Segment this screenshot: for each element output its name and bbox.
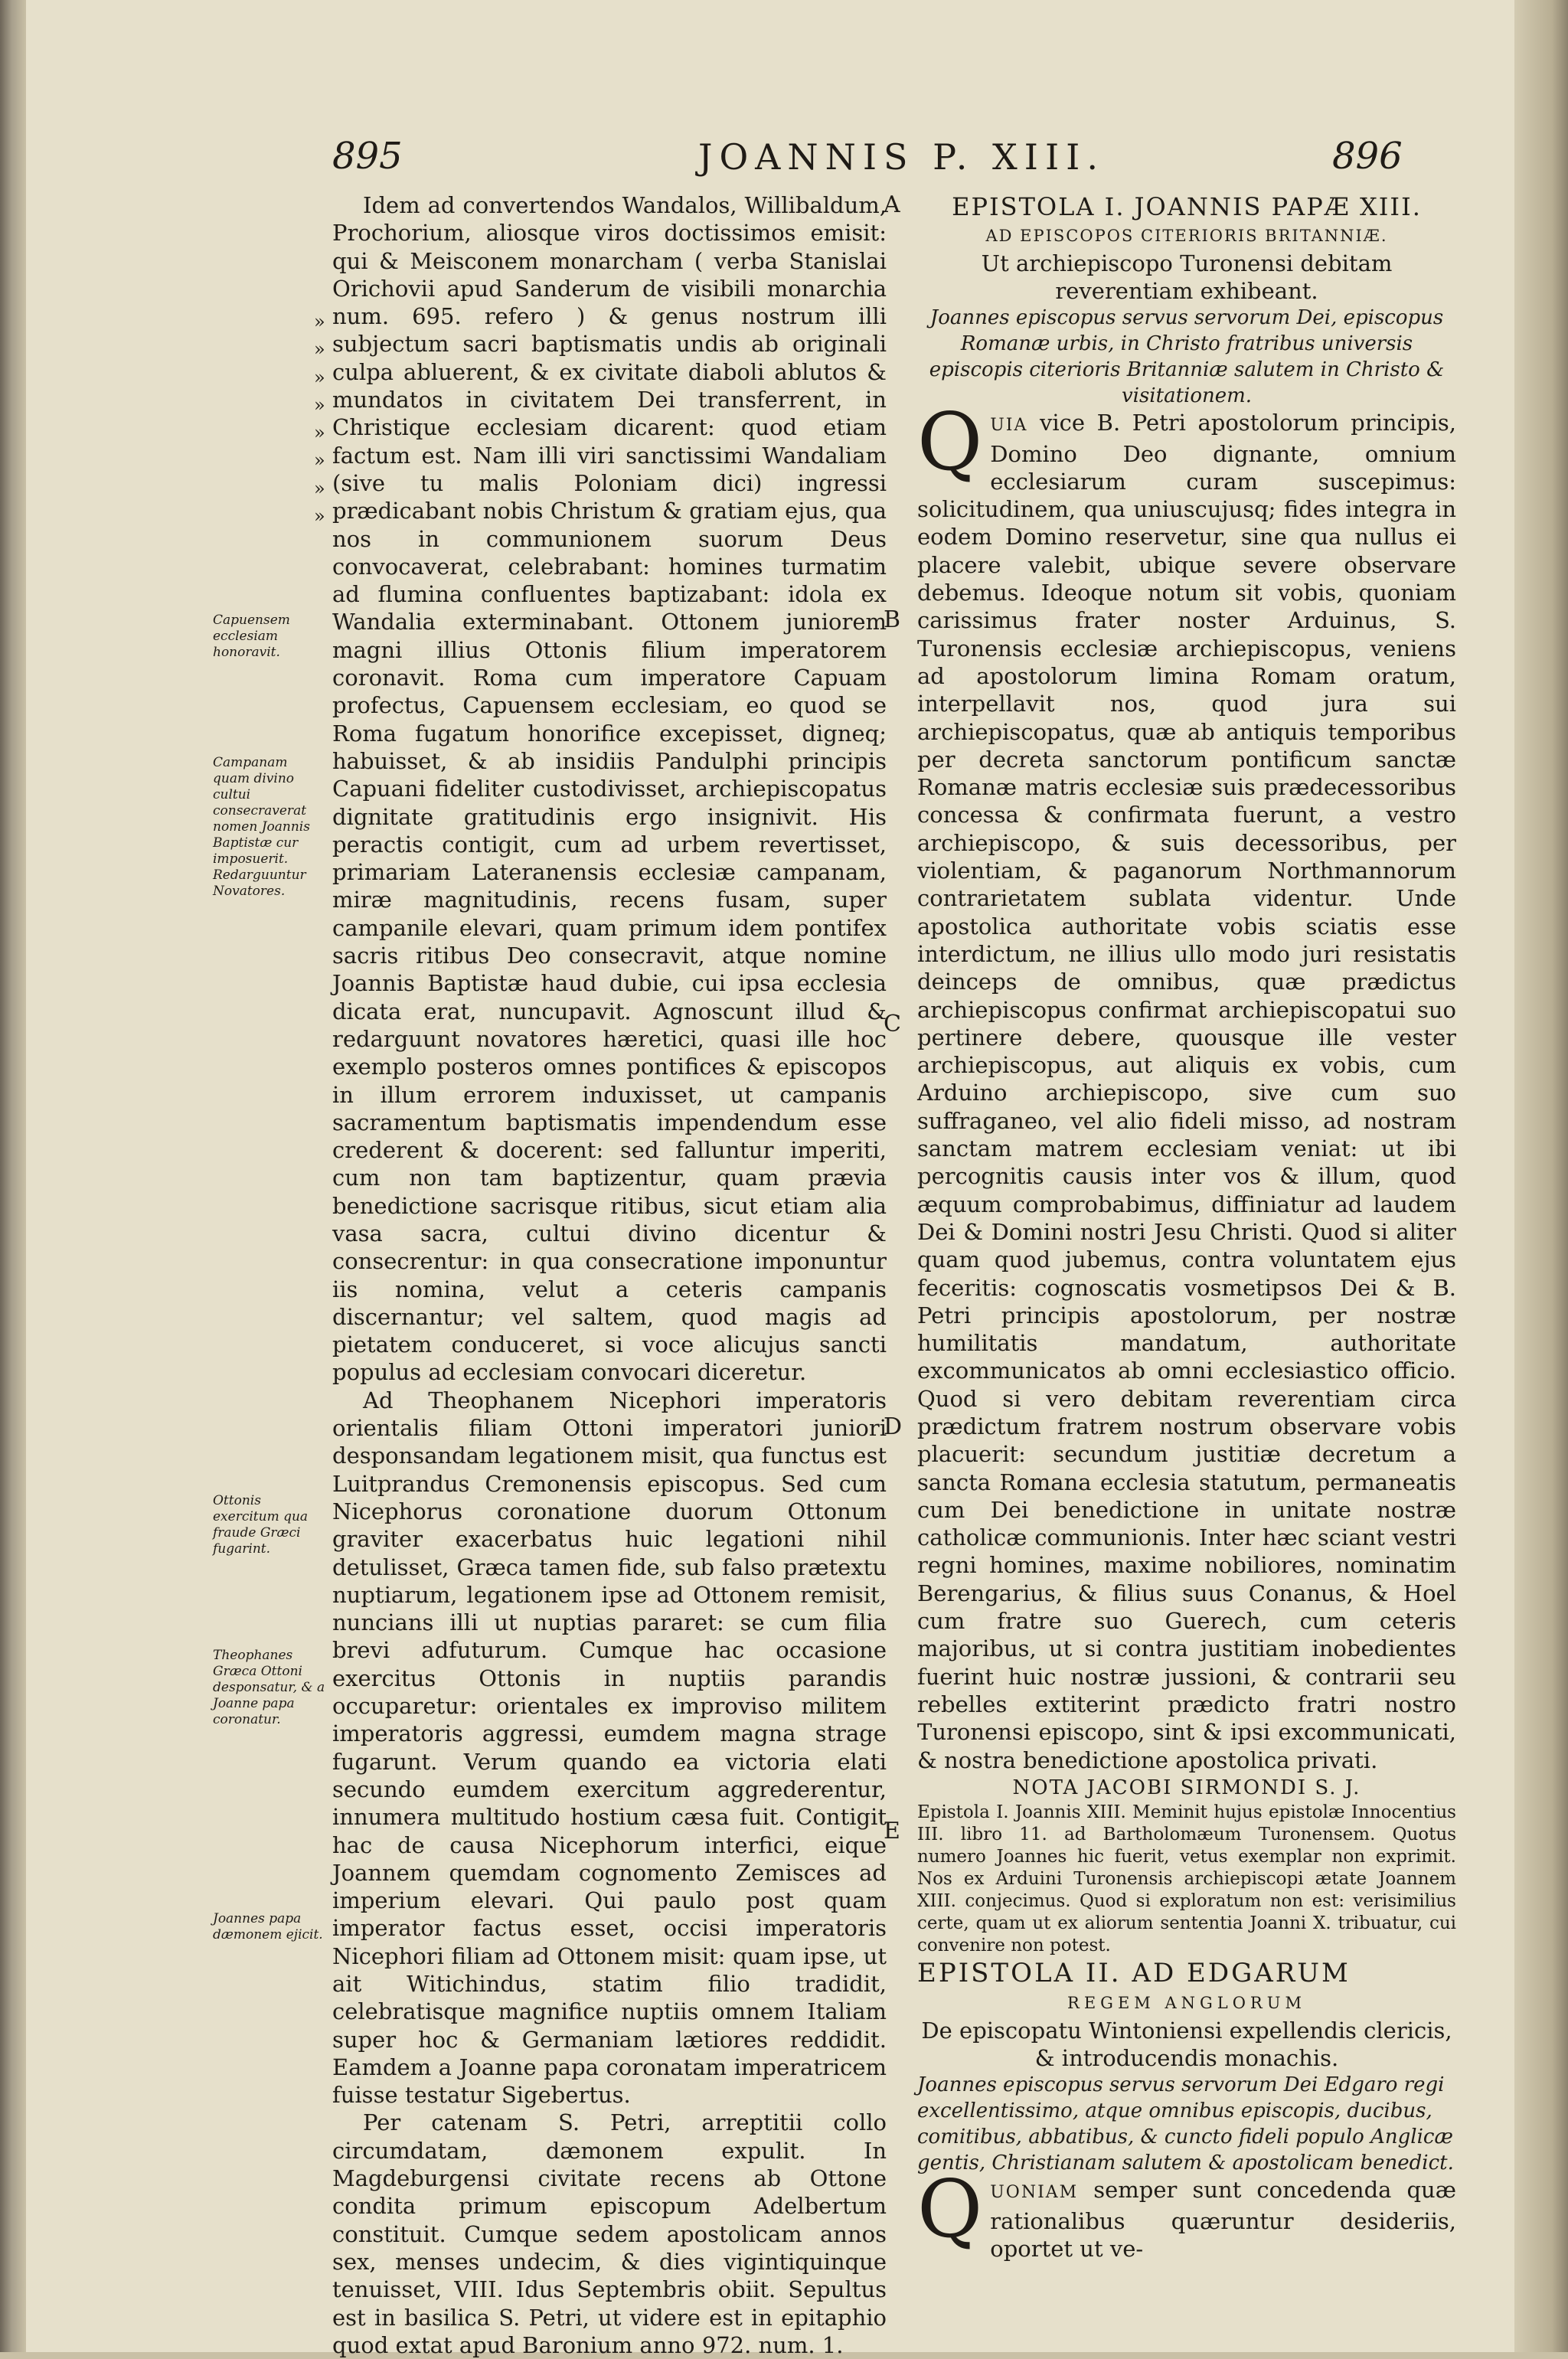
quote-mark: » — [314, 505, 325, 528]
opening-word: UONIAM — [990, 2183, 1079, 2203]
quote-mark: » — [314, 311, 325, 332]
margin-note: Joannes papa dæmonem ejicit. — [213, 1911, 323, 1942]
epistle-1-salutation: Joannes episcopus servus servorum Dei, episcopus Romanæ urbis, in Christo fratribus universis episcopis citerioris Britanniæ salutem in Christo & visitationem. — [929, 306, 1445, 408]
epistle-2-salutation: Joannes episcopus servus servorum Dei Edgaro regi excellentissimo, atque omnibus episcopis, ducibus, comitibus, abbatibus, & cuncto fideli populo Anglicæ gentis, Christianam salutem & apostolicam benedict. — [917, 2073, 1454, 2175]
epistle-2-body — [917, 2162, 1456, 2263]
section-letter: A — [884, 191, 900, 218]
left-column-text — [332, 191, 887, 2359]
paragraph: Per catenam S. Petri, arreptitii collo circumdatam, dæmonem expulit. In Magdeburgensi civitate recens ab Ottone condita primum episcopum Adelbertum constituit. Cumque sedem apostolicam annos sex, menses undecim, & dies vigintiquinque tenuisset, VIII. Idus Septembris obiit. Sepultus est in basilica S. Petri, ut videre est in epitaphio quod extat apud Baronium anno 972. num. 1. — [332, 2109, 887, 2358]
nota-title: NOTA JACOBI SIRMONDI S. J. — [1012, 1776, 1361, 1799]
quotation-markers — [314, 308, 332, 530]
quote-mark: » — [314, 338, 325, 361]
section-letter: D — [884, 1413, 903, 1440]
epistle-1-subtitle: AD EPISCOPOS CITERIORIS BRITANNIÆ. — [985, 227, 1388, 245]
page-number-left: 895 — [332, 135, 403, 178]
epistle-1-title: EPISTOLA I. JOANNIS PAPÆ XIII. — [952, 192, 1422, 221]
margin-note: Theophanes Græca Ottoni desponsatur, & a Joanne papa coronatur. — [213, 1648, 325, 1727]
book-gutter-left — [0, 0, 26, 2352]
epistle-2-title: EPISTOLA II. AD EDGARUM — [917, 1958, 1351, 1989]
epistle-2-text: semper sunt concedenda quæ rationalibus quæruntur desideriis, oportet ut ve- — [990, 2177, 1456, 2263]
epistle-1-text: vice B. Petri apostolorum principis, Domino Deo dignante, omnium ecclesiarum curam suscepimus: solicitudinem, qua uniuscujusq; fides integra in eodem Domino reservetur, sine qua nullus ei placere valebit, ubique severe observare debemus. Ideoque notum sit vobis, quoniam carissimus frater noster Arduinus, S. Turonensis ecclesiæ archiepiscopus, veniens ad apostolorum limina Romam oratum, interpellavit nos, quod jura sui archiepiscopatus, quæ ab antiquis temporibus per decreta sanctorum pontificum sanctæ Romanæ matris ecclesiæ suis prædecessoribus concessa & confirmata fuerunt, a vestro archiepiscopo, & suis decessoribus, per violentiam, & paganorum Northmannorum contrarietatem sublata videntur. Unde apostolica authoritate vobis sciatis esse interdictum, ne illius ullo modo juri resistatis deinceps de omnibus, quæ prædictus archiepiscopus confirmat archiepiscopatui suo pertinere debere, quousque ille vester archiepiscopus, aut aliquis ex vobis, cum Arduino archiepiscopo, sive cum suo suffraganeo, vel alio fideli misso, ad nostram sanctam matrem ecclesiam veniat: ut ibi percognitis causis inter vos & illum, quod æquum comprobabimus, diffiniatur ad laudem Dei & Domini nostri Jesu Christi. Quod si aliter quam quod jubemus, contra voluntatem ejus feceritis: cognoscatis vosmetipsos Dei & B. Petri principis apostolorum, per nostræ humilitatis mandatum, authoritate excommunicatos ab omni ecclesiastico officio. Quod si vero debitam reverentiam circa prædictum fratrem nostrum observare vobis placuerit: secundum justitiæ decretum a sancta Romana ecclesia statutum, permaneatis cum Dei benedictione in unitate nostræ catholicæ communionis. Inter hæc sciant vestri regni homines, maxime nobiliores, nominatim Berengarius, & filius suus Conanus, & Hoel cum fratre suo Guerech, cum ceteris majoribus, ut si contra justitiam inobedientes fuerint huic nostræ jussioni, & contrarii seu rebelles extiterint prædicto fratri nostro Turonensi episcopo, sint & ipsi excommunicati, & nostra benedictione apostolica privati. — [917, 410, 1456, 1773]
epistle-2-subtitle: REGEM ANGLORUM — [1067, 1994, 1306, 2013]
book-page — [26, 0, 1514, 2358]
right-column-text — [917, 191, 1456, 2263]
quote-mark: » — [314, 366, 325, 388]
page-header — [26, 135, 1514, 181]
epistle-2-summary: De episcopatu Wintoniensi expellendis clericis, & introducendis monachis. — [921, 2018, 1452, 2072]
section-letter: E — [884, 1818, 900, 1844]
margin-note: Capuensem ecclesiam honoravit. — [213, 613, 290, 660]
page-number-right: 896 — [1332, 135, 1403, 178]
section-letter: C — [884, 1011, 901, 1037]
opening-word: UIA — [990, 416, 1028, 436]
drop-capital: Q — [917, 2162, 983, 2256]
quote-mark: » — [314, 449, 325, 472]
drop-capital: Q — [917, 395, 983, 489]
section-letter: B — [884, 606, 901, 633]
margin-note: Campanam quam divino cultui consecraverat nomen Joannis Baptistæ cur imposuerit. Redarguuntur Novatores. — [213, 755, 310, 899]
quote-mark: » — [314, 422, 325, 444]
quote-mark: » — [314, 477, 325, 499]
epistle-1-body — [917, 395, 1456, 1774]
paragraph: Ad Theophanem Nicephori imperatoris orientalis filiam Ottoni imperatori juniori desponsandam legationem misit, qua functus est Luitprandus Cremonensis episcopus. Sed cum Nicephorus coronatione duorum Ottonum graviter exacerbatus huic legationi nihil detulisset, Græca tamen fide, sub falso prætextu nuptiarum, legationem ipse ad Ottonem remisit, nuncians illi ut nuptias pararet: se cum filia brevi adfuturum. Cumque hac occasione exercitus Ottonis in nuptiis parandis occuparetur: orientales ex improviso militem imperatoris aggressi, eumdem magna strage fugarunt. Verum quando ea victoria elati secundo eumdem exercitum aggrederentur, innumera multitudo hostium cæsa fuit. Contigit hac de causa Nicephorum interfici, eique Joannem quemdam cognomento Zemisces ad imperium elevari. Qui paulo post quam imperator factus esset, occisi imperatoris Nicephori filiam ad Ottonem misit: quam ipse, ut ait Witichindus, statim filio tradidit, celebratisque magnifice nuptiis omnem Italiam super hoc & Germaniam lætiores reddidit. Eamdem a Joanne papa coronatam imperatricem fuisse testatur Sigebertus. — [332, 1387, 887, 2109]
nota-body: Epistola I. Joannis XIII. Meminit hujus epistolæ Innocentius III. libro 11. ad Bartholomæum Turonensem. Quotus numero Joannes hic fuerit, vetus exemplar non exprimit. Nos ex Arduini Turonensis archiepiscopi ætate Joannem XIII. conjecimus. Quod si exploratum non est: verisimilius certe, quam ut ex aliorum sententia Joanni X. tribuatur, cui convenire non potest. — [917, 1802, 1456, 1956]
book-page-edge-right — [1514, 0, 1568, 2352]
paragraph: Idem ad convertendos Wandalos, Willibaldum, Prochorium, aliosque viros doctissimos emisit: qui & Meisconem monarcham ( verba Stanislai Orichovii apud Sanderum de visibili monarchia num. 695. refero ) & genus nostrum illi subjectum sacri baptismatis undis ab originali culpa abluerent, & ex civitate diaboli ablutos & mundatos in civitatem Dei transferrent, in Christique ecclesiam dicarent: quod etiam factum est. Nam illi viri sanctissimi Wandaliam (sive tu malis Poloniam dici) ingressi prædicabant nobis Christum & gratiam ejus, qua nos in communionem suorum Deus convocaverat, celebrabant: homines turmatim ad flumina confluentes baptizabant: idola ex Wandalia exterminabant. Ottonem juniorem magni illius Ottonis filium imperatorem coronavit. Roma cum imperatore Capuam profectus, Capuensem ecclesiam, eo quod se Roma fugatum honorifice excepisset, digneq; habuisset, & ab insidiis Pandulphi principis Capuani fideliter custodivisset, archiepiscopatus dignitate gratitudinis ergo insignivit. His peractis contigit, cum ad urbem revertisset, primariam Lateranensis ecclesiæ campanam, miræ magnitudinis, recens fusam, super campanile elevari, quam primum idem pontifex sacris ritibus Deo consecravit, atque nomine Joannis Baptistæ haud dubie, cui ipsa ecclesia dicata erat, nuncupavit. Agnoscunt illud & redarguunt novatores hæretici, quasi ille hoc exemplo posteros omnes pontifices & episcopos in illum errorem induxisset, ut campanis sacramentum baptismatis impendendum esse crederent & docerent: sed falluntur imperiti, cum non tam baptizentur, quam prævia benedictione sacrisque ritibus, sicut etiam alia vasa sacra, cultui divino dicentur & consecrentur: in qua consecratione imponuntur iis nomina, velut a ceteris campanis discernantur; vel saltem, quod magis ad pietatem conduceret, si voce alicujus sancti populus ad ecclesiam convocari diceretur. — [332, 192, 887, 1386]
margin-note: Ottonis exercitum qua fraude Græci fugarint. — [213, 1493, 309, 1557]
quote-mark: » — [314, 394, 325, 416]
epistle-1-summary: Ut archiepiscopo Turonensi debitam reverentiam exhibeant. — [981, 250, 1393, 305]
running-title: JOANNIS P. XIII. — [698, 136, 1105, 178]
